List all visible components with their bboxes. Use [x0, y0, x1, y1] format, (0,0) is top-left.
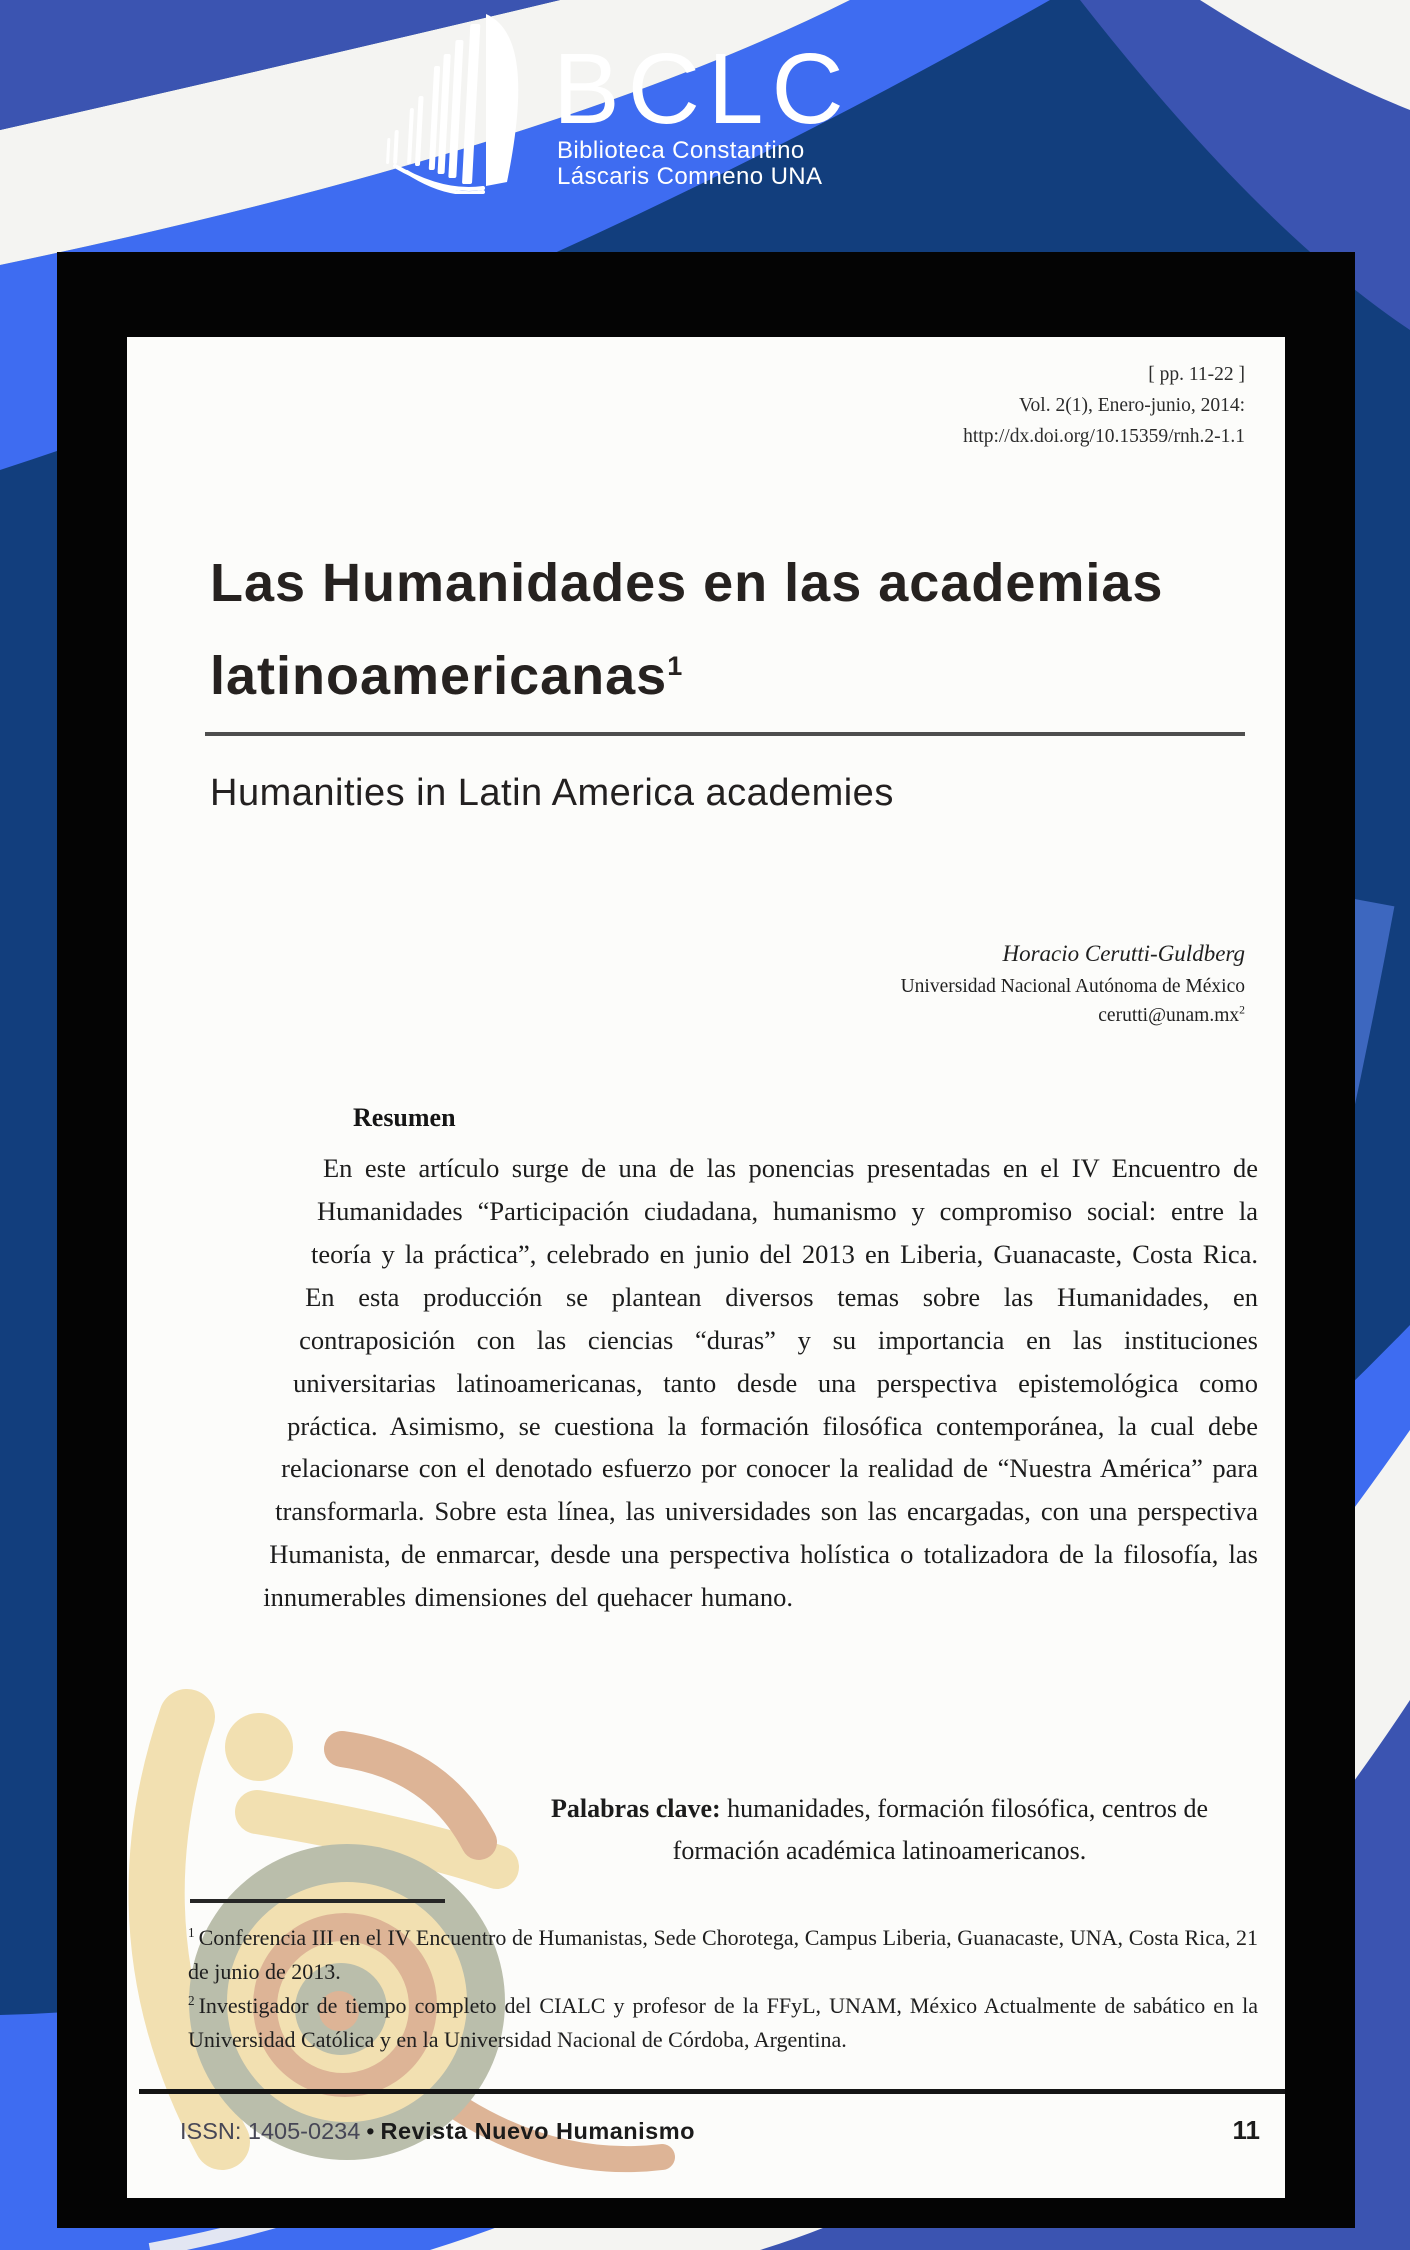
footnote-divider	[190, 1899, 445, 1903]
keywords-text: humanidades, formación filosófica, centros de formación académica latinoamericanos.	[672, 1794, 1209, 1865]
author-email[interactable]: cerutti@unam.mx	[1098, 1004, 1240, 1026]
footnote-2	[188, 1989, 1258, 2057]
doi-link[interactable]: http://dx.doi.org/10.15359/rnh.2-1.1	[963, 426, 1245, 448]
logo-text	[553, 33, 852, 191]
site-header	[0, 0, 1410, 260]
footnote-2-ref: 2	[188, 1992, 195, 2008]
logo-subtitle-line1: Biblioteca Constantino	[557, 137, 805, 164]
article-subtitle-en: Humanities in Latin America academies	[210, 772, 894, 814]
page-footer	[180, 2115, 1260, 2146]
footnote-1	[188, 1921, 1258, 1989]
footnote-1-ref: 1	[188, 1924, 195, 1940]
open-book-icon	[383, 12, 545, 194]
author-block	[901, 937, 1245, 1030]
abstract-text	[245, 1147, 1258, 1707]
logo-subtitle-line2: Láscaris Comneno UNA	[557, 163, 823, 191]
document-frame	[57, 252, 1355, 2228]
abstract-body: En este artículo surge de una de las ponencias presentadas en el IV Encuentro de Humanidades “Participación ciudadana, humanismo y compromiso social: entre la teoría y la práctica”, celebrado en junio del 2013 en Liberia, Guanacaste, Costa Rica. En esta producción se plantean diversos temas sobre las Humanidades, en contraposición con las ciencias “duras” y su importancia en las instituciones universitarias latinoamericanas, tanto desde una perspectiva epistemológica como práctica. Asimismo, se cuestiona la formación filosófica contemporánea, la cual debe relacionarse con el denotado esfuerzo por conocer la realidad de “Nuestra América” para transformarla. Sobre esta línea, las universidades son las encargadas, con una perspectiva Humanista, de enmarcar, desde una perspectiva holística o totalizadora de la filosofía, las innumerables dimensiones del quehacer humano.	[263, 1153, 1258, 1613]
document-page	[127, 337, 1285, 2198]
keywords	[502, 1788, 1257, 1871]
keywords-label: Palabras clave:	[550, 1794, 721, 1823]
article-title	[210, 537, 1220, 723]
footer-divider	[139, 2089, 1285, 2094]
journal-name: Revista Nuevo Humanismo	[380, 2118, 696, 2144]
bclc-logo[interactable]	[383, 12, 852, 194]
page-range: [ pp. 11-22 ]	[1148, 364, 1245, 385]
author-affiliation: Universidad Nacional Autónoma de México	[900, 975, 1245, 997]
logo-acronym: BCLC	[553, 33, 852, 145]
author-name: Horacio Cerutti-Guldberg	[1002, 941, 1245, 966]
footnote-2-text: Investigador de tiempo completo del CIALC y profesor de la FFyL, UNAM, México Actualmente de sabático en la Universidad Católica y en la Universidad Nacional de Córdoba, Argentina.	[188, 1993, 1258, 2053]
bullet-separator: •	[366, 2118, 375, 2144]
page-number: 11	[1232, 2115, 1260, 2145]
title-divider	[205, 732, 1245, 736]
abstract-heading: Resumen	[353, 1103, 456, 1132]
footnote-1-text: Conferencia III en el IV Encuentro de Humanistas, Sede Chorotega, Campus Liberia, Guanacaste, UNA, Costa Rica, 21 de junio de 2013.	[188, 1925, 1258, 1985]
issn-label: ISSN: 1405-0234	[180, 2118, 361, 2144]
journal-identity	[180, 2118, 695, 2145]
article-meta	[963, 359, 1245, 453]
volume-info: Vol. 2(1), Enero-junio, 2014:	[1018, 395, 1245, 417]
email-footnote-ref: 2	[1239, 1003, 1245, 1017]
article-title-text: Las Humanidades en las academias latinoamericanas	[210, 553, 1164, 706]
footnotes	[188, 1921, 1258, 2057]
title-footnote-ref: 1	[667, 650, 684, 681]
